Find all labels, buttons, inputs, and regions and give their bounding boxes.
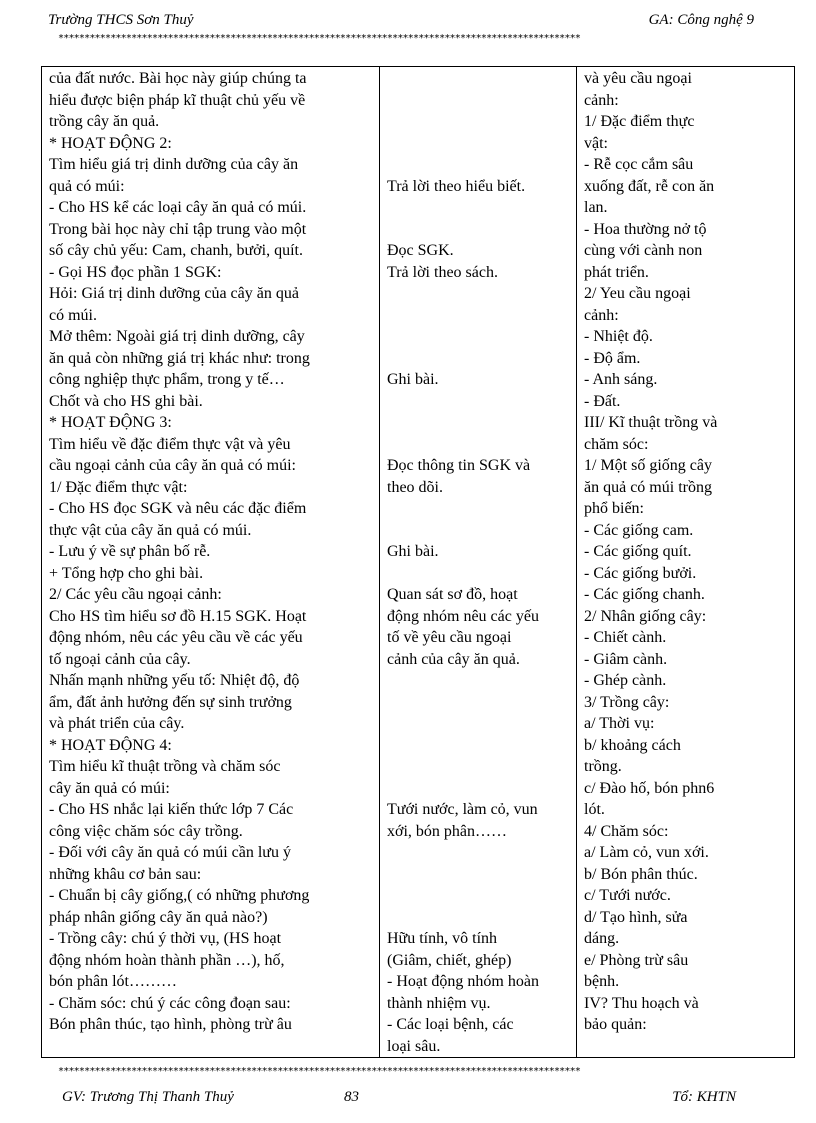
teacher-line: Tìm hiểu kĩ thuật trồng và chăm sóc bbox=[49, 758, 281, 775]
content-line: vật: bbox=[584, 134, 608, 152]
teacher-line: hiểu được biện pháp kĩ thuật chủ yếu về bbox=[49, 91, 306, 109]
teacher-line: cầu ngoại cảnh của cây ăn quả có múi: bbox=[49, 457, 296, 474]
teacher-line: Bón phân thúc, tạo hình, phòng trừ âu bbox=[49, 1016, 292, 1033]
teacher-line: quả có múi: bbox=[49, 177, 125, 195]
content-line: - Giâm cành. bbox=[584, 650, 668, 668]
student-line bbox=[387, 219, 571, 241]
student-line bbox=[387, 197, 571, 219]
content-line: 2/ Nhân giống cây: bbox=[584, 607, 707, 625]
teacher-line: Hỏi: Giá trị dinh dưỡng của cây ăn quả bbox=[49, 285, 299, 302]
teacher-line: trồng cây ăn quả. bbox=[49, 113, 160, 130]
content-line: - Các giống quít. bbox=[584, 543, 692, 560]
student-line bbox=[387, 326, 571, 348]
student-line: - Hoạt động nhóm hoàn bbox=[387, 973, 539, 990]
student-line: theo dõi. bbox=[387, 478, 443, 496]
teacher-line: Tìm hiểu giá trị dinh dưỡng của cây ăn bbox=[49, 156, 299, 173]
content-line: - Độ ẩm. bbox=[584, 349, 641, 367]
content-line: 3/ Trồng cây: bbox=[584, 693, 670, 711]
header-divider: **************************************************************************************************** bbox=[58, 34, 581, 44]
content-line: xuống đất, rễ con ăn bbox=[584, 177, 715, 195]
teacher-line: 2/ Các yêu cầu ngoại cảnh: bbox=[49, 586, 222, 603]
content-line: phổ biến: bbox=[584, 500, 644, 517]
content-line: bệnh. bbox=[584, 973, 620, 990]
teacher-line: cây ăn quả có múi: bbox=[49, 779, 170, 797]
content-line: 1/ Đặc điểm thực bbox=[584, 113, 695, 130]
student-line: Trả lời theo sách. bbox=[387, 263, 498, 281]
teacher-line: tố ngoại cảnh của cây. bbox=[49, 650, 191, 668]
page-number: 83 bbox=[344, 1089, 359, 1105]
student-line: tố về yêu cầu ngoại bbox=[387, 629, 512, 646]
teacher-line: của đất nước. Bài học này giúp chúng ta bbox=[49, 70, 307, 87]
teacher-line: - Chuẩn bị cây giống,( có những phương bbox=[49, 887, 310, 904]
content-line: ăn quả có múi trồng bbox=[584, 478, 712, 496]
content-line: - Nhiệt độ. bbox=[584, 328, 653, 345]
student-line bbox=[387, 434, 571, 456]
student-line bbox=[387, 735, 571, 757]
content-line: c/ Đào hố, bón phn6 bbox=[584, 779, 715, 797]
student-line bbox=[387, 842, 571, 864]
content-line: cùng với cành non bbox=[584, 242, 703, 259]
footer-group: Tổ: KHTN bbox=[672, 1089, 736, 1105]
content-line: III/ Kĩ thuật trồng và bbox=[584, 414, 718, 431]
header-school: Trường THCS Sơn Thuỷ bbox=[48, 12, 194, 28]
teacher-line: + Tổng hợp cho ghi bài. bbox=[49, 564, 204, 582]
student-line bbox=[387, 305, 571, 327]
content-line: - Ghép cành. bbox=[584, 672, 667, 689]
teacher-line: - Cho HS kể các loại cây ăn quả có múi. bbox=[49, 199, 307, 216]
student-line: xới, bón phân…… bbox=[387, 822, 508, 840]
content-line: bảo quản: bbox=[584, 1016, 647, 1033]
content-line: lan. bbox=[584, 199, 608, 216]
content-line: cảnh: bbox=[584, 91, 619, 109]
teacher-line: - Trồng cây: chú ý thời vụ, (HS hoạt bbox=[49, 930, 282, 947]
student-line: Tưới nước, làm cỏ, vun bbox=[387, 801, 538, 818]
teacher-line: ẩm, đất ảnh hưởng đến sự sinh trưởng bbox=[49, 693, 292, 711]
student-line bbox=[387, 412, 571, 434]
student-line bbox=[387, 154, 571, 176]
content-line: - Các giống cam. bbox=[584, 521, 694, 539]
student-line bbox=[387, 670, 571, 692]
student-line: động nhóm nêu các yếu bbox=[387, 607, 539, 625]
content-line: dáng. bbox=[584, 930, 620, 947]
content-line: - Các giống chanh. bbox=[584, 586, 705, 603]
student-line bbox=[387, 348, 571, 370]
teacher-line: Cho HS tìm hiểu sơ đồ H.15 SGK. Hoạt bbox=[49, 607, 307, 625]
student-line bbox=[387, 713, 571, 735]
content-line: lót. bbox=[584, 801, 605, 818]
teacher-line: - Lưu ý về sự phân bố rễ. bbox=[49, 543, 211, 560]
content-line: - Đất. bbox=[584, 392, 621, 410]
teacher-activities-column bbox=[42, 67, 380, 1058]
teacher-line: - Đối với cây ăn quả có múi cần lưu ý bbox=[49, 844, 291, 861]
content-line: cảnh: bbox=[584, 306, 619, 324]
teacher-line: công nghiệp thực phẩm, trong y tế… bbox=[49, 371, 285, 388]
content-line: b/ Bón phân thúc. bbox=[584, 865, 698, 883]
table-row bbox=[42, 67, 795, 1058]
content-line: 2/ Yeu cầu ngoại bbox=[584, 285, 691, 302]
teacher-line: thực vật của cây ăn quả có múi. bbox=[49, 521, 252, 539]
content-line: 1/ Một số giống cây bbox=[584, 457, 712, 474]
teacher-line: Nhấn mạnh những yếu tố: Nhiệt độ, độ bbox=[49, 672, 300, 689]
content-line: b/ khoảng cách bbox=[584, 736, 681, 754]
teacher-line: và phát triển của cây. bbox=[49, 715, 185, 732]
teacher-line: những khâu cơ bản sau: bbox=[49, 865, 202, 883]
student-line: (Giâm, chiết, ghép) bbox=[387, 951, 512, 969]
teacher-line: động nhóm, nêu các yêu cầu về các yếu bbox=[49, 629, 303, 646]
teacher-line: - Chăm sóc: chú ý các công đoạn sau: bbox=[49, 994, 291, 1012]
teacher-line: - Cho HS nhắc lại kiến thức lớp 7 Các bbox=[49, 801, 294, 818]
student-line bbox=[387, 885, 571, 907]
teacher-line: bón phân lót……… bbox=[49, 973, 177, 990]
content-line: và yêu cầu ngoại bbox=[584, 70, 692, 87]
teacher-line: * HOẠT ĐỘNG 3: bbox=[49, 414, 172, 431]
student-line: Trả lời theo hiểu biết. bbox=[387, 177, 526, 195]
student-line: Hữu tính, vô tính bbox=[387, 930, 498, 947]
teacher-line: số cây chủ yếu: Cam, chanh, bưởi, quít. bbox=[49, 242, 303, 259]
student-line: Ghi bài. bbox=[387, 543, 439, 560]
student-line: Đọc thông tin SGK và bbox=[387, 457, 531, 474]
content-line: a/ Thời vụ: bbox=[584, 715, 655, 732]
teacher-line: Trong bài học này chỉ tập trung vào một bbox=[49, 220, 307, 238]
footer-teacher: GV: Trương Thị Thanh Thuỷ bbox=[62, 1089, 234, 1105]
student-line bbox=[387, 778, 571, 800]
teacher-line: 1/ Đặc điểm thực vật: bbox=[49, 478, 188, 496]
teacher-line: * HOẠT ĐỘNG 4: bbox=[49, 736, 172, 754]
student-line bbox=[387, 864, 571, 886]
content-line: - Rễ cọc cắm sâu bbox=[584, 156, 694, 173]
header-subject: GA: Công nghệ 9 bbox=[648, 12, 754, 28]
teacher-line: Mở thêm: Ngoài giá trị dinh dưỡng, cây bbox=[49, 328, 305, 345]
student-line bbox=[387, 133, 571, 155]
content-line: e/ Phòng trừ sâu bbox=[584, 951, 689, 969]
student-line: Quan sát sơ đồ, hoạt bbox=[387, 586, 518, 603]
teacher-line: pháp nhân giống cây ăn quả nào?) bbox=[49, 908, 268, 926]
student-line bbox=[387, 756, 571, 778]
content-line: d/ Tạo hình, sửa bbox=[584, 908, 688, 926]
lesson-content-column bbox=[577, 67, 795, 1058]
student-line: cảnh của cây ăn quả. bbox=[387, 650, 520, 668]
teacher-line: ăn quả còn những giá trị khác như: trong bbox=[49, 349, 310, 367]
content-line: a/ Làm cỏ, vun xới. bbox=[584, 844, 709, 861]
teacher-line: - Gọi HS đọc phần 1 SGK: bbox=[49, 263, 222, 281]
student-line: Đọc SGK. bbox=[387, 242, 454, 259]
student-line: - Các loại bệnh, các bbox=[387, 1016, 514, 1033]
teacher-line: có múi. bbox=[49, 306, 97, 324]
teacher-line: * HOẠT ĐỘNG 2: bbox=[49, 134, 172, 152]
student-line bbox=[387, 692, 571, 714]
content-line: trồng. bbox=[584, 758, 622, 775]
student-line bbox=[387, 111, 571, 133]
student-line bbox=[387, 563, 571, 585]
content-line: - Hoa thường nở tộ bbox=[584, 220, 707, 238]
content-line: - Chiết cành. bbox=[584, 629, 667, 646]
teacher-line: động nhóm hoàn thành phần …), hố, bbox=[49, 951, 285, 969]
student-line bbox=[387, 391, 571, 413]
teacher-line: công việc chăm sóc cây trồng. bbox=[49, 822, 243, 840]
lesson-table bbox=[41, 66, 795, 1058]
content-line: chăm sóc: bbox=[584, 435, 649, 453]
student-line bbox=[387, 90, 571, 112]
content-line: c/ Tưới nước. bbox=[584, 887, 671, 904]
teacher-line: Chốt và cho HS ghi bài. bbox=[49, 392, 203, 410]
student-activities-column bbox=[380, 67, 577, 1058]
student-line bbox=[387, 907, 571, 929]
content-line: 4/ Chăm sóc: bbox=[584, 822, 669, 840]
content-line: phát triển. bbox=[584, 263, 649, 281]
student-line bbox=[387, 498, 571, 520]
student-line bbox=[387, 283, 571, 305]
student-line: Ghi bài. bbox=[387, 371, 439, 388]
teacher-line: - Cho HS đọc SGK và nêu các đặc điểm bbox=[49, 500, 307, 517]
footer-divider: **************************************************************************************************** bbox=[58, 1067, 581, 1077]
student-line: loại sâu. bbox=[387, 1037, 441, 1055]
content-line: - Các giống bưởi. bbox=[584, 564, 697, 582]
student-line bbox=[387, 68, 571, 90]
content-line: IV? Thu hoạch và bbox=[584, 994, 699, 1012]
content-line: - Anh sáng. bbox=[584, 371, 658, 388]
teacher-line: Tìm hiểu về đặc điểm thực vật và yêu bbox=[49, 435, 291, 453]
student-line: thành nhiệm vụ. bbox=[387, 994, 491, 1012]
student-line bbox=[387, 520, 571, 542]
